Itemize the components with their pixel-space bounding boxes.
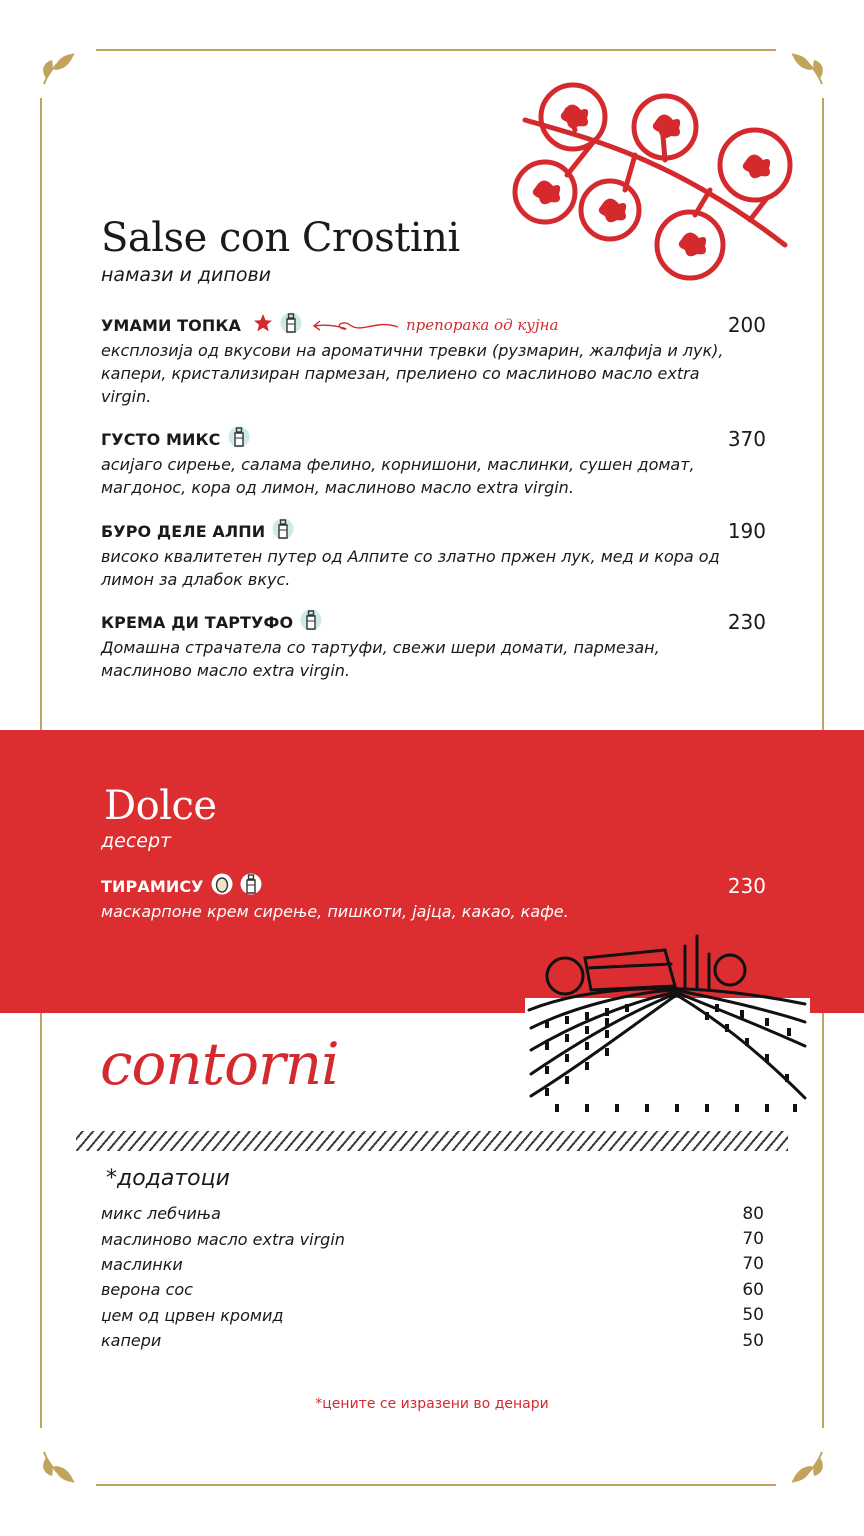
laurel-corner-icon: [40, 1448, 80, 1488]
egg-icon: [211, 872, 233, 900]
menu-item: [101, 312, 766, 408]
list-item: [101, 1201, 764, 1226]
section-title-dolce: Dolce: [104, 783, 217, 829]
bottle-icon: [240, 872, 262, 900]
tomato-vine-illustration: [505, 80, 795, 295]
item-price: 230: [727, 610, 766, 634]
recommendation-note-text: препорака од кујна: [406, 316, 559, 334]
star-icon: [253, 313, 273, 337]
item-name: КРЕМА ДИ ТАРТУФО: [101, 612, 294, 632]
frame-top-line: [96, 49, 776, 51]
addon-price: 50: [742, 1330, 764, 1351]
addon-name: верона сос: [101, 1280, 193, 1300]
item-price: 190: [727, 519, 766, 543]
laurel-corner-icon: [786, 1448, 826, 1488]
item-name: ТИРАМИСУ: [101, 876, 204, 896]
item-description: маскарпоне крем сирење, пишкоти, јајца, какао, кафе.: [101, 902, 569, 921]
list-item: [101, 1226, 764, 1251]
addon-price: 80: [742, 1203, 764, 1224]
laurel-corner-icon: [40, 48, 80, 88]
addon-price: 60: [742, 1279, 764, 1300]
list-item: [101, 1277, 764, 1302]
hatched-divider: [76, 1131, 788, 1151]
menu-item: [101, 873, 766, 923]
list-item: [101, 1328, 764, 1353]
addon-name: џем од црвен кромид: [101, 1305, 284, 1325]
addon-name: маслинки: [101, 1254, 183, 1274]
item-description: Домашна страчатела со тартуфи, свежи шери домати, пармезан, маслиново масло extra virgin.: [101, 638, 660, 680]
section-subtitle-salse: намази и дипови: [101, 264, 271, 286]
item-name: ГУСТО МИКС: [101, 429, 221, 449]
menu-item: [101, 609, 766, 682]
item-name: УМАМИ ТОПКА: [101, 315, 241, 335]
section-subtitle-dolce: десерт: [101, 830, 172, 852]
price-footnote: *цените се изразени во денари: [315, 1396, 549, 1412]
recommendation-note: [312, 316, 558, 334]
item-name: БУРО ДЕЛЕ АЛПИ: [101, 521, 266, 541]
curly-arrow-icon: [312, 316, 400, 334]
bottle-icon: [272, 517, 294, 545]
list-item: [101, 1303, 764, 1328]
addon-name: микс лебчиња: [101, 1204, 221, 1224]
vineyard-illustration: [525, 928, 810, 1118]
bottle-icon: [300, 608, 322, 636]
addon-name: маслиново масло extra virgin: [101, 1229, 345, 1249]
menu-item: [101, 426, 766, 499]
addons-list: [101, 1201, 764, 1353]
section-title-salse: Salse con Crostini: [101, 215, 460, 261]
addons-title: *додатоци: [106, 1166, 230, 1191]
section-title-contorni: contorni: [100, 1030, 339, 1098]
addon-name: капери: [101, 1331, 162, 1351]
addon-price: 70: [742, 1254, 764, 1275]
item-price: 370: [727, 427, 766, 451]
frame-bottom-line: [96, 1484, 776, 1486]
item-description: асијаго сирење, салама фелино, корнишони, маслинки, сушен домат, магдонос, кора од лимон, маслиново масло extra virgin.: [101, 455, 695, 497]
bottle-icon: [280, 311, 302, 339]
item-price: 230: [727, 874, 766, 898]
bottle-icon: [228, 425, 250, 453]
item-description: високо квалитетен путер од Алпите со златно пржен лук, мед и кора од лимон за длабок вкус.: [101, 547, 720, 589]
item-description: експлозија од вкусови на ароматични тревки (рузмарин, жалфија и лук), капери, кристализиран пармезан, прелиено со маслиново масло extra virgin.: [101, 341, 724, 406]
addon-price: 70: [742, 1229, 764, 1250]
list-item: [101, 1252, 764, 1277]
item-price: 200: [727, 313, 766, 337]
addon-price: 50: [742, 1305, 764, 1326]
menu-item: [101, 518, 766, 591]
